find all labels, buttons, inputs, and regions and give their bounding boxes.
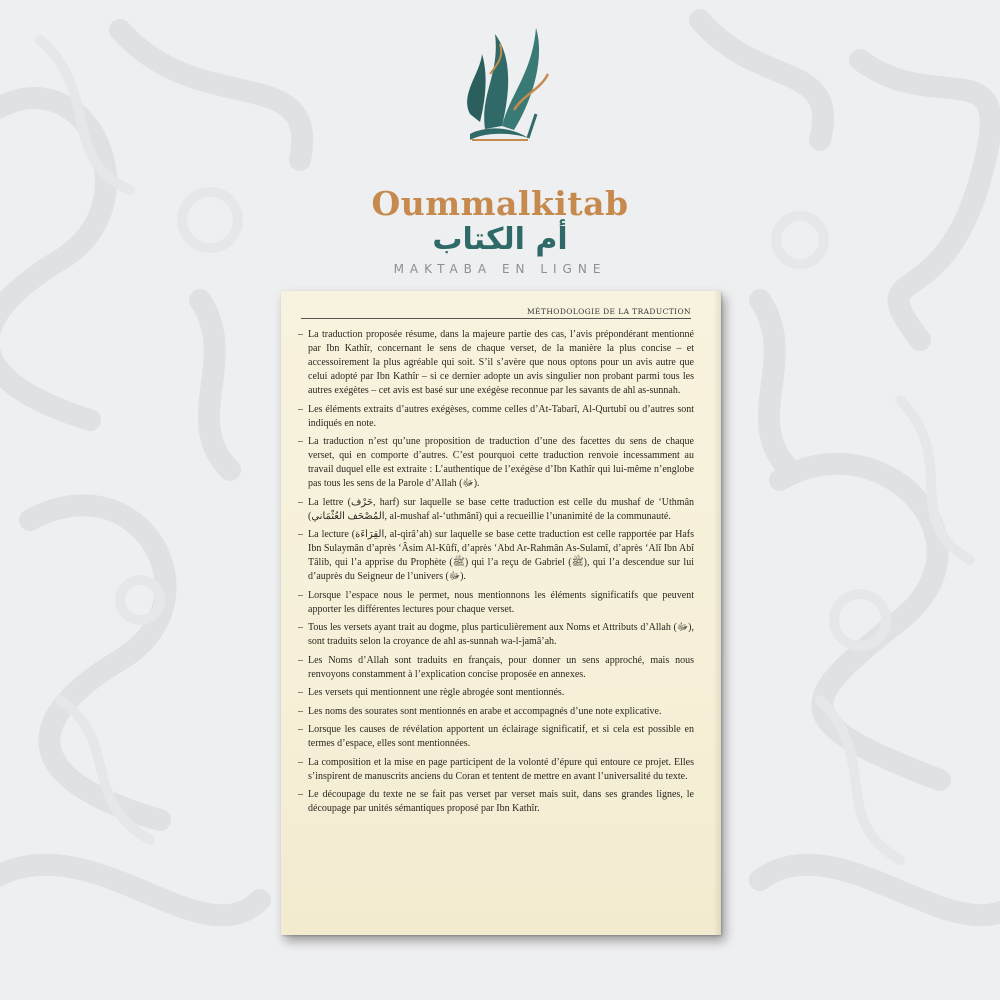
list-bullet: –	[298, 687, 303, 698]
list-item	[298, 528, 694, 584]
list-bullet: –	[298, 622, 303, 633]
brand-name-arabic: أم الكتاب	[432, 222, 568, 257]
methodology-list	[298, 328, 694, 821]
brand-name-latin: Oummalkitab	[371, 184, 629, 223]
list-item	[298, 705, 694, 719]
list-item	[298, 686, 694, 700]
list-bullet: –	[298, 436, 303, 447]
list-item-text: Les éléments extraits d’autres exégèses, comme celles d’At-Tabarî, Al-Qurtubî ou d’autres sont indiqués en note.	[308, 403, 694, 429]
list-bullet: –	[298, 705, 303, 717]
list-bullet: –	[298, 589, 303, 601]
list-bullet: –	[298, 329, 303, 340]
list-bullet: –	[298, 529, 303, 540]
list-item	[298, 723, 694, 751]
list-bullet: –	[298, 756, 303, 768]
list-item	[298, 328, 694, 398]
list-item-text: La composition et la mise en page participent de la volonté d’épure qui entoure ce projet. Elles s’inspirent de manuscrits anciens du Coran et tentent de mettre en avant l’universalité du texte.	[308, 756, 694, 782]
brand-tagline: MAKTABA EN LIGNE	[393, 262, 607, 276]
list-bullet: –	[298, 789, 303, 800]
list-item-text: La traduction n’est qu’une proposition de traduction d’une des facettes du sens de chaque verset, qui en comporte d’autres. C’est pourquoi cette traduction renvoie incessamment au travail duquel elle est extraite : L’authentique de l’exégèse d’Ibn Kathîr qui lui-même n’englobe pas tous les sens de la Parole d’Allah (ﷻ).	[308, 436, 694, 489]
list-item-text: Lorsque l’espace nous le permet, nous mentionnons les éléments significatifs que peuvent apporter les différentes lectures pour chaque verset.	[308, 589, 694, 615]
list-item-text: Les Noms d’Allah sont traduits en français, pour donner un sens approché, mais nous renvoyons constamment à l’explication concise proposée en annexes.	[308, 654, 694, 680]
list-item-text: Le découpage du texte ne se fait pas verset par verset mais suit, dans ses grandes lignes, le découpage par unités sémantiques proposé par Ibn Kathîr.	[308, 789, 694, 814]
running-head-rule	[301, 318, 691, 319]
running-head: MÉTHODOLOGIE DE LA TRADUCTION	[526, 307, 691, 316]
list-item	[298, 589, 694, 617]
list-item-text: La lettre (حَرْف, harf) sur laquelle se base cette traduction est celle du mushaf de ‘Uthmân (المُصْحَف العُثْمَاني, al-mushaf al-‘uthmânî) qui a recueillie l’unanimité de la communauté.	[308, 496, 695, 522]
brand-header	[0, 0, 1000, 290]
list-item	[298, 403, 694, 431]
list-item-text: La lecture (القِرَاءَة, al-qirâ’ah) sur laquelle se base cette traduction est celle rapportée par Hafs Ibn Sulaymân d’après ‘Âsim Al-Kûfî, d’après ‘Abd Ar-Rahmân As-Sulamî, d’après ‘Alî Ibn Abî Tâlib, qui l’a apprise du Prophète (ﷺ) qui l’a reçu de Gabriel (ﷺ), qui l’a descendue sur lui d’auprès du Seigneur de l’univers (ﷻ).	[308, 529, 694, 582]
list-bullet: –	[298, 496, 303, 508]
calligraphy-book-icon	[440, 14, 560, 174]
list-item-text: La traduction proposée résume, dans la majeure partie des cas, l’avis prépondérant mentionné par Ibn Kathîr, concernant le sens de chaque verset, de la manière la plus concise – et accessoirement la plus agréable qui soit. S’il s’avère que nous optons pour un avis autre que celui adopté par Ibn Kathîr – si ce dernier adopte un avis singulier non probant parmi tous les autres exégètes – cet avis est basé sur une exégèse reconnue par les savants de ahl as-sunnah.	[308, 329, 694, 396]
list-bullet: –	[298, 724, 303, 735]
list-item	[298, 654, 694, 682]
page-edge-shadow	[713, 291, 721, 935]
list-bullet: –	[298, 654, 303, 666]
list-item	[298, 435, 694, 491]
list-item	[298, 788, 694, 816]
document-page	[281, 291, 721, 935]
list-item	[298, 756, 694, 784]
list-item-text: Lorsque les causes de révélation apportent un éclairage significatif, et si cela est possible en termes d’espace, elles sont mentionnées.	[308, 724, 694, 749]
list-item-text: Les versets qui mentionnent une règle abrogée sont mentionnés.	[308, 687, 565, 698]
list-item	[298, 496, 694, 524]
list-bullet: –	[298, 403, 303, 415]
list-item	[298, 621, 694, 649]
list-item-text: Les noms des sourates sont mentionnés en arabe et accompagnés d’une note explicative.	[308, 705, 662, 717]
list-item-text: Tous les versets ayant trait au dogme, plus particulièrement aux Noms et Attributs d’Allah (ﷻ), sont traduits selon la croyance de ahl as-sunnah wa-l-jamâ’ah.	[308, 622, 694, 647]
